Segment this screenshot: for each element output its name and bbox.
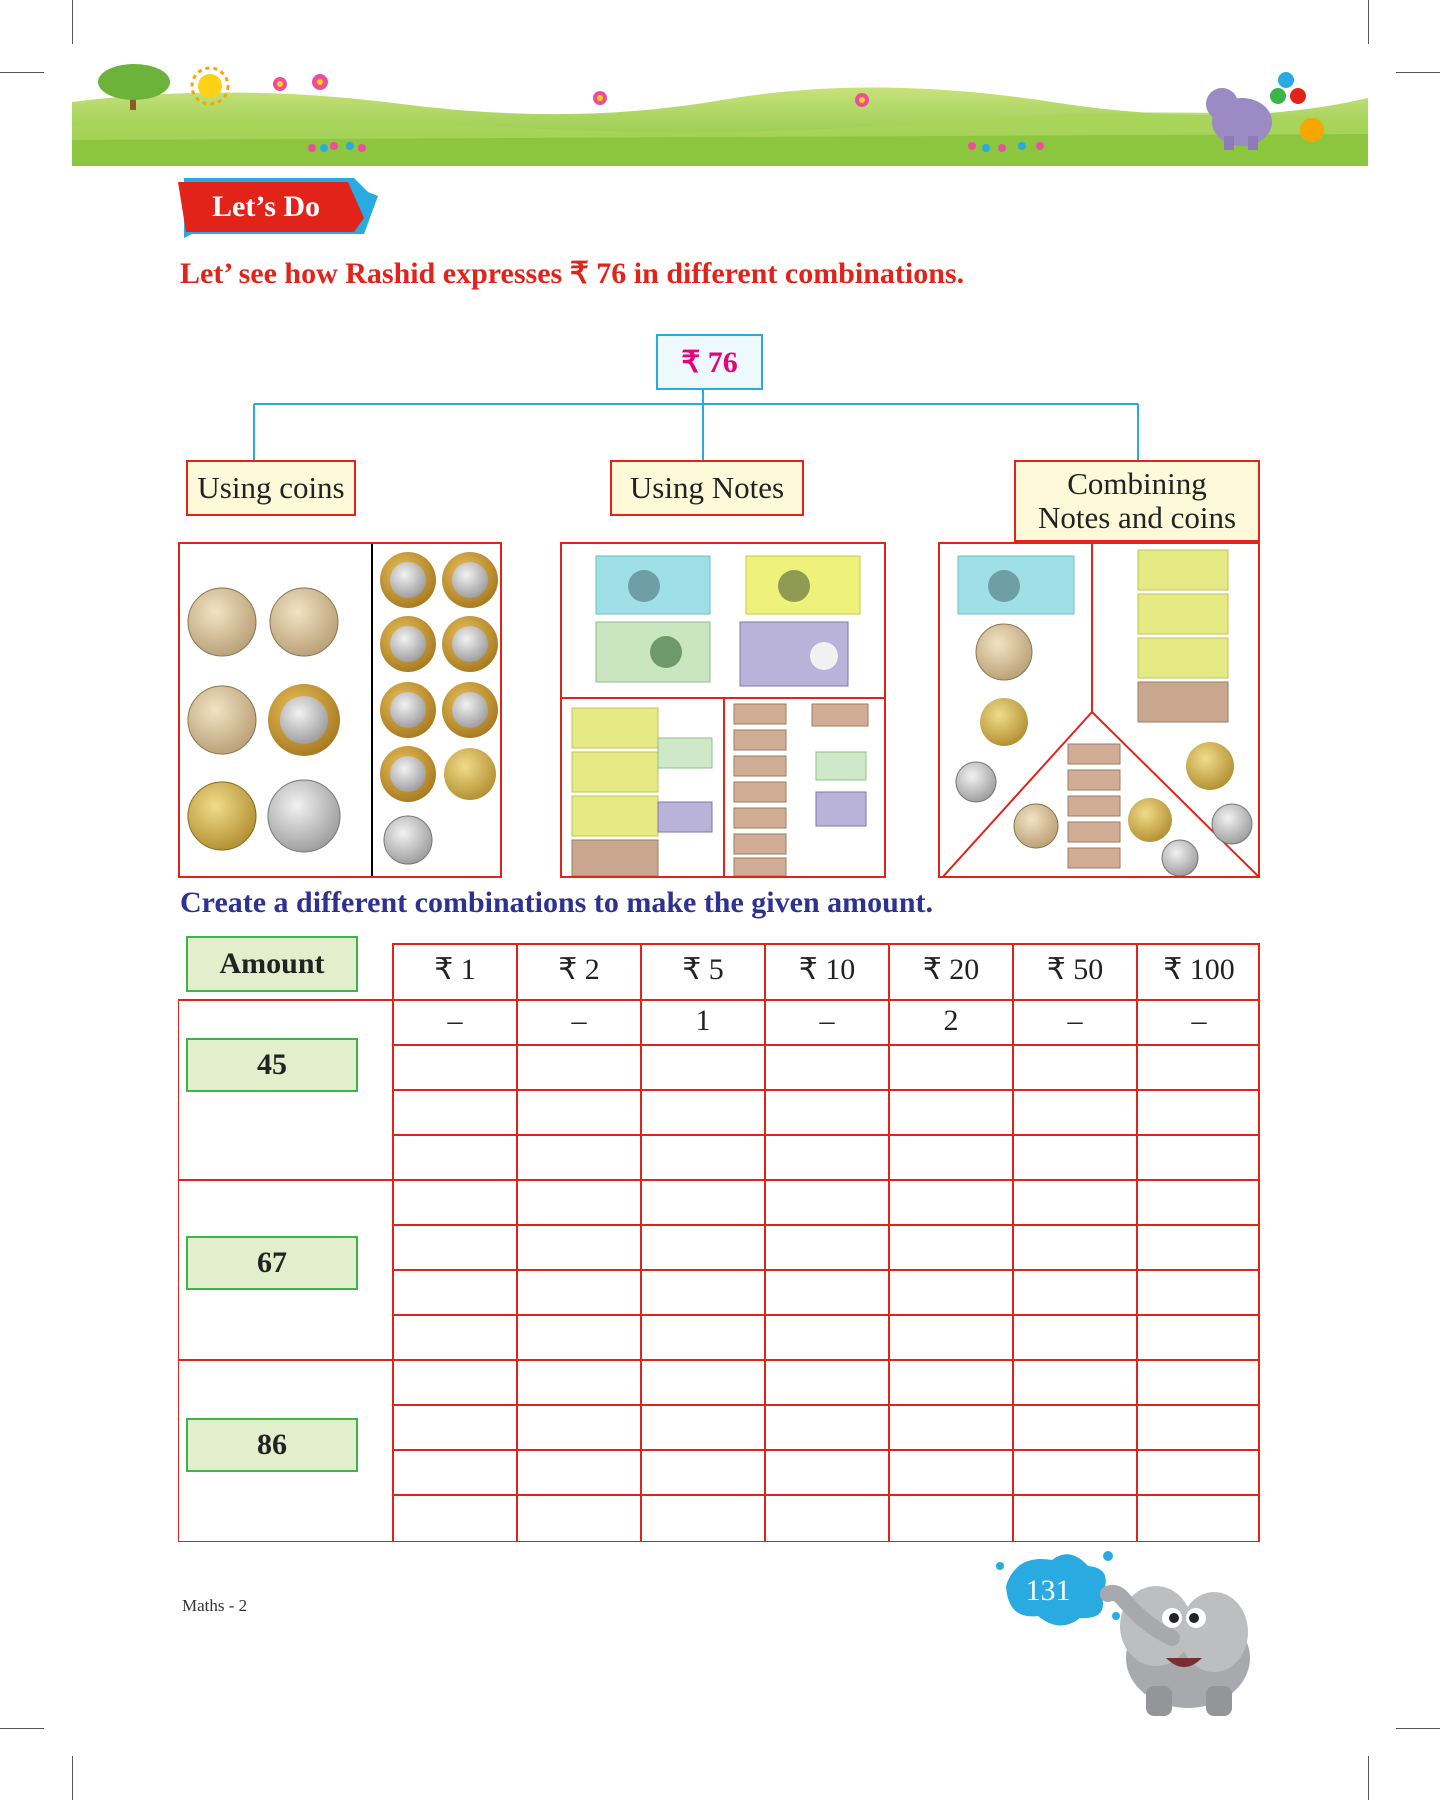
example-cell: 1 [695, 1004, 711, 1037]
diagram-connectors [0, 0, 1440, 470]
crop-mark [1396, 1728, 1440, 1729]
branch-using-coins [186, 460, 356, 516]
amount-box-45: 45 [186, 1038, 358, 1092]
example-cell: – [819, 1004, 835, 1037]
branch-label-line-2: Notes and coins [1037, 500, 1237, 535]
denomination-header: ₹ 5 [682, 953, 724, 986]
page-number: 131 [1025, 1574, 1071, 1607]
twenty-rupee-note-icon [572, 708, 712, 876]
branch-label-line-1: Combining [1067, 466, 1207, 501]
ten-rupee-note-icon [734, 704, 868, 876]
coins-panel [178, 542, 502, 878]
denomination-header: ₹ 10 [798, 953, 856, 986]
ten-rupee-coin-icon [380, 552, 498, 864]
banknote-icon [596, 556, 860, 686]
crop-mark [0, 1728, 44, 1729]
intro-text: Let’ see how Rashid expresses ₹ 76 in different combinations. [180, 257, 965, 290]
example-cell: – [447, 1004, 463, 1037]
branch-label: Using coins [197, 470, 345, 505]
coin-icon [188, 588, 340, 852]
denomination-header: ₹ 50 [1046, 953, 1104, 986]
branch-using-notes [610, 460, 804, 516]
denomination-header: ₹ 2 [558, 953, 600, 986]
crop-mark [1368, 1756, 1369, 1800]
example-cell: 2 [943, 1004, 959, 1037]
amount-box-67: 67 [186, 1236, 358, 1290]
notes-panel [560, 542, 886, 878]
denomination-header: ₹ 1 [434, 953, 476, 986]
crop-mark [72, 1756, 73, 1800]
elephant-mascot [996, 1546, 1268, 1722]
subject-label: Maths - 2 [182, 1596, 248, 1615]
denomination-header: ₹ 20 [922, 953, 980, 986]
combined-panel [938, 542, 1260, 878]
example-cell: – [571, 1004, 587, 1037]
example-cell: – [1191, 1004, 1207, 1037]
denomination-header: ₹ 100 [1163, 953, 1235, 986]
branch-combining [1014, 460, 1260, 542]
branch-label: Using Notes [629, 470, 785, 505]
create-heading: Create a different combinations to make the given amount. [180, 886, 933, 919]
root-amount-box: ₹ 76 [656, 334, 763, 390]
amount-box-86: 86 [186, 1418, 358, 1472]
example-cell: – [1067, 1004, 1083, 1037]
amount-header: Amount [186, 936, 358, 992]
lets-do-label: Let’s Do [212, 190, 321, 223]
